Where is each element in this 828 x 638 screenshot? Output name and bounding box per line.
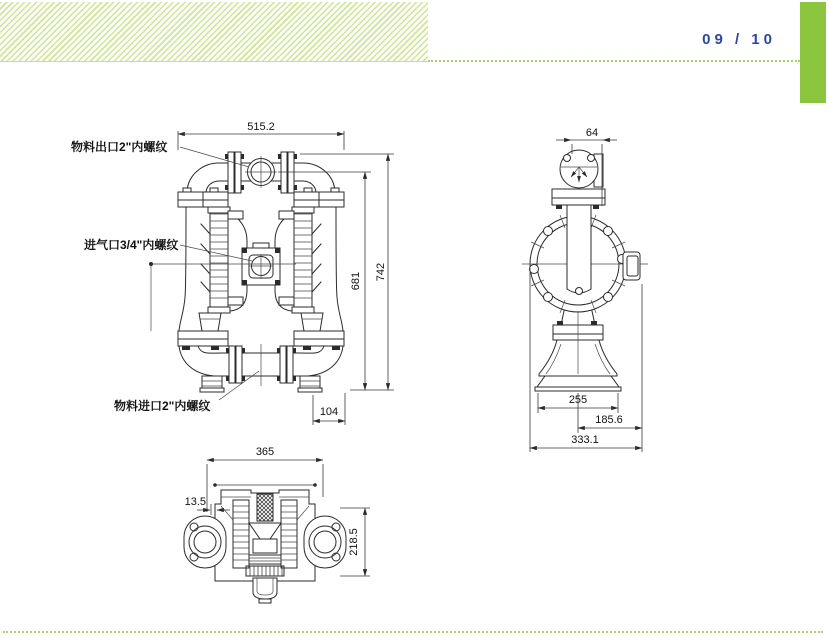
label-material-inlet: 物料进口2"内螺纹 <box>114 399 211 413</box>
dim-front-overall-width: 515.2 <box>247 121 275 133</box>
dim-front-overall-height: 742 <box>375 262 387 282</box>
dim-side-valve-width: 64 <box>585 127 599 139</box>
page-number: 09 / 10 <box>702 31 776 48</box>
dim-front-outlet-height: 681 <box>350 271 362 291</box>
side-view <box>522 150 648 391</box>
dim-side-base-width: 255 <box>568 394 588 406</box>
front-view <box>178 152 344 392</box>
label-air-inlet: 进气口3/4"内螺纹 <box>84 238 179 252</box>
label-material-outlet: 物料出口2"内螺纹 <box>71 140 168 154</box>
dim-side-center-to-edge: 185.6 <box>595 414 623 426</box>
dim-top-flange-offset: 13.5 <box>184 496 206 508</box>
dim-top-port-span: 365 <box>255 446 275 458</box>
top-view <box>184 490 346 603</box>
dim-top-body-depth: 218.5 <box>348 528 360 556</box>
dim-front-inlet-offset: 104 <box>319 406 339 418</box>
dim-side-overall-depth: 333.1 <box>571 434 599 446</box>
